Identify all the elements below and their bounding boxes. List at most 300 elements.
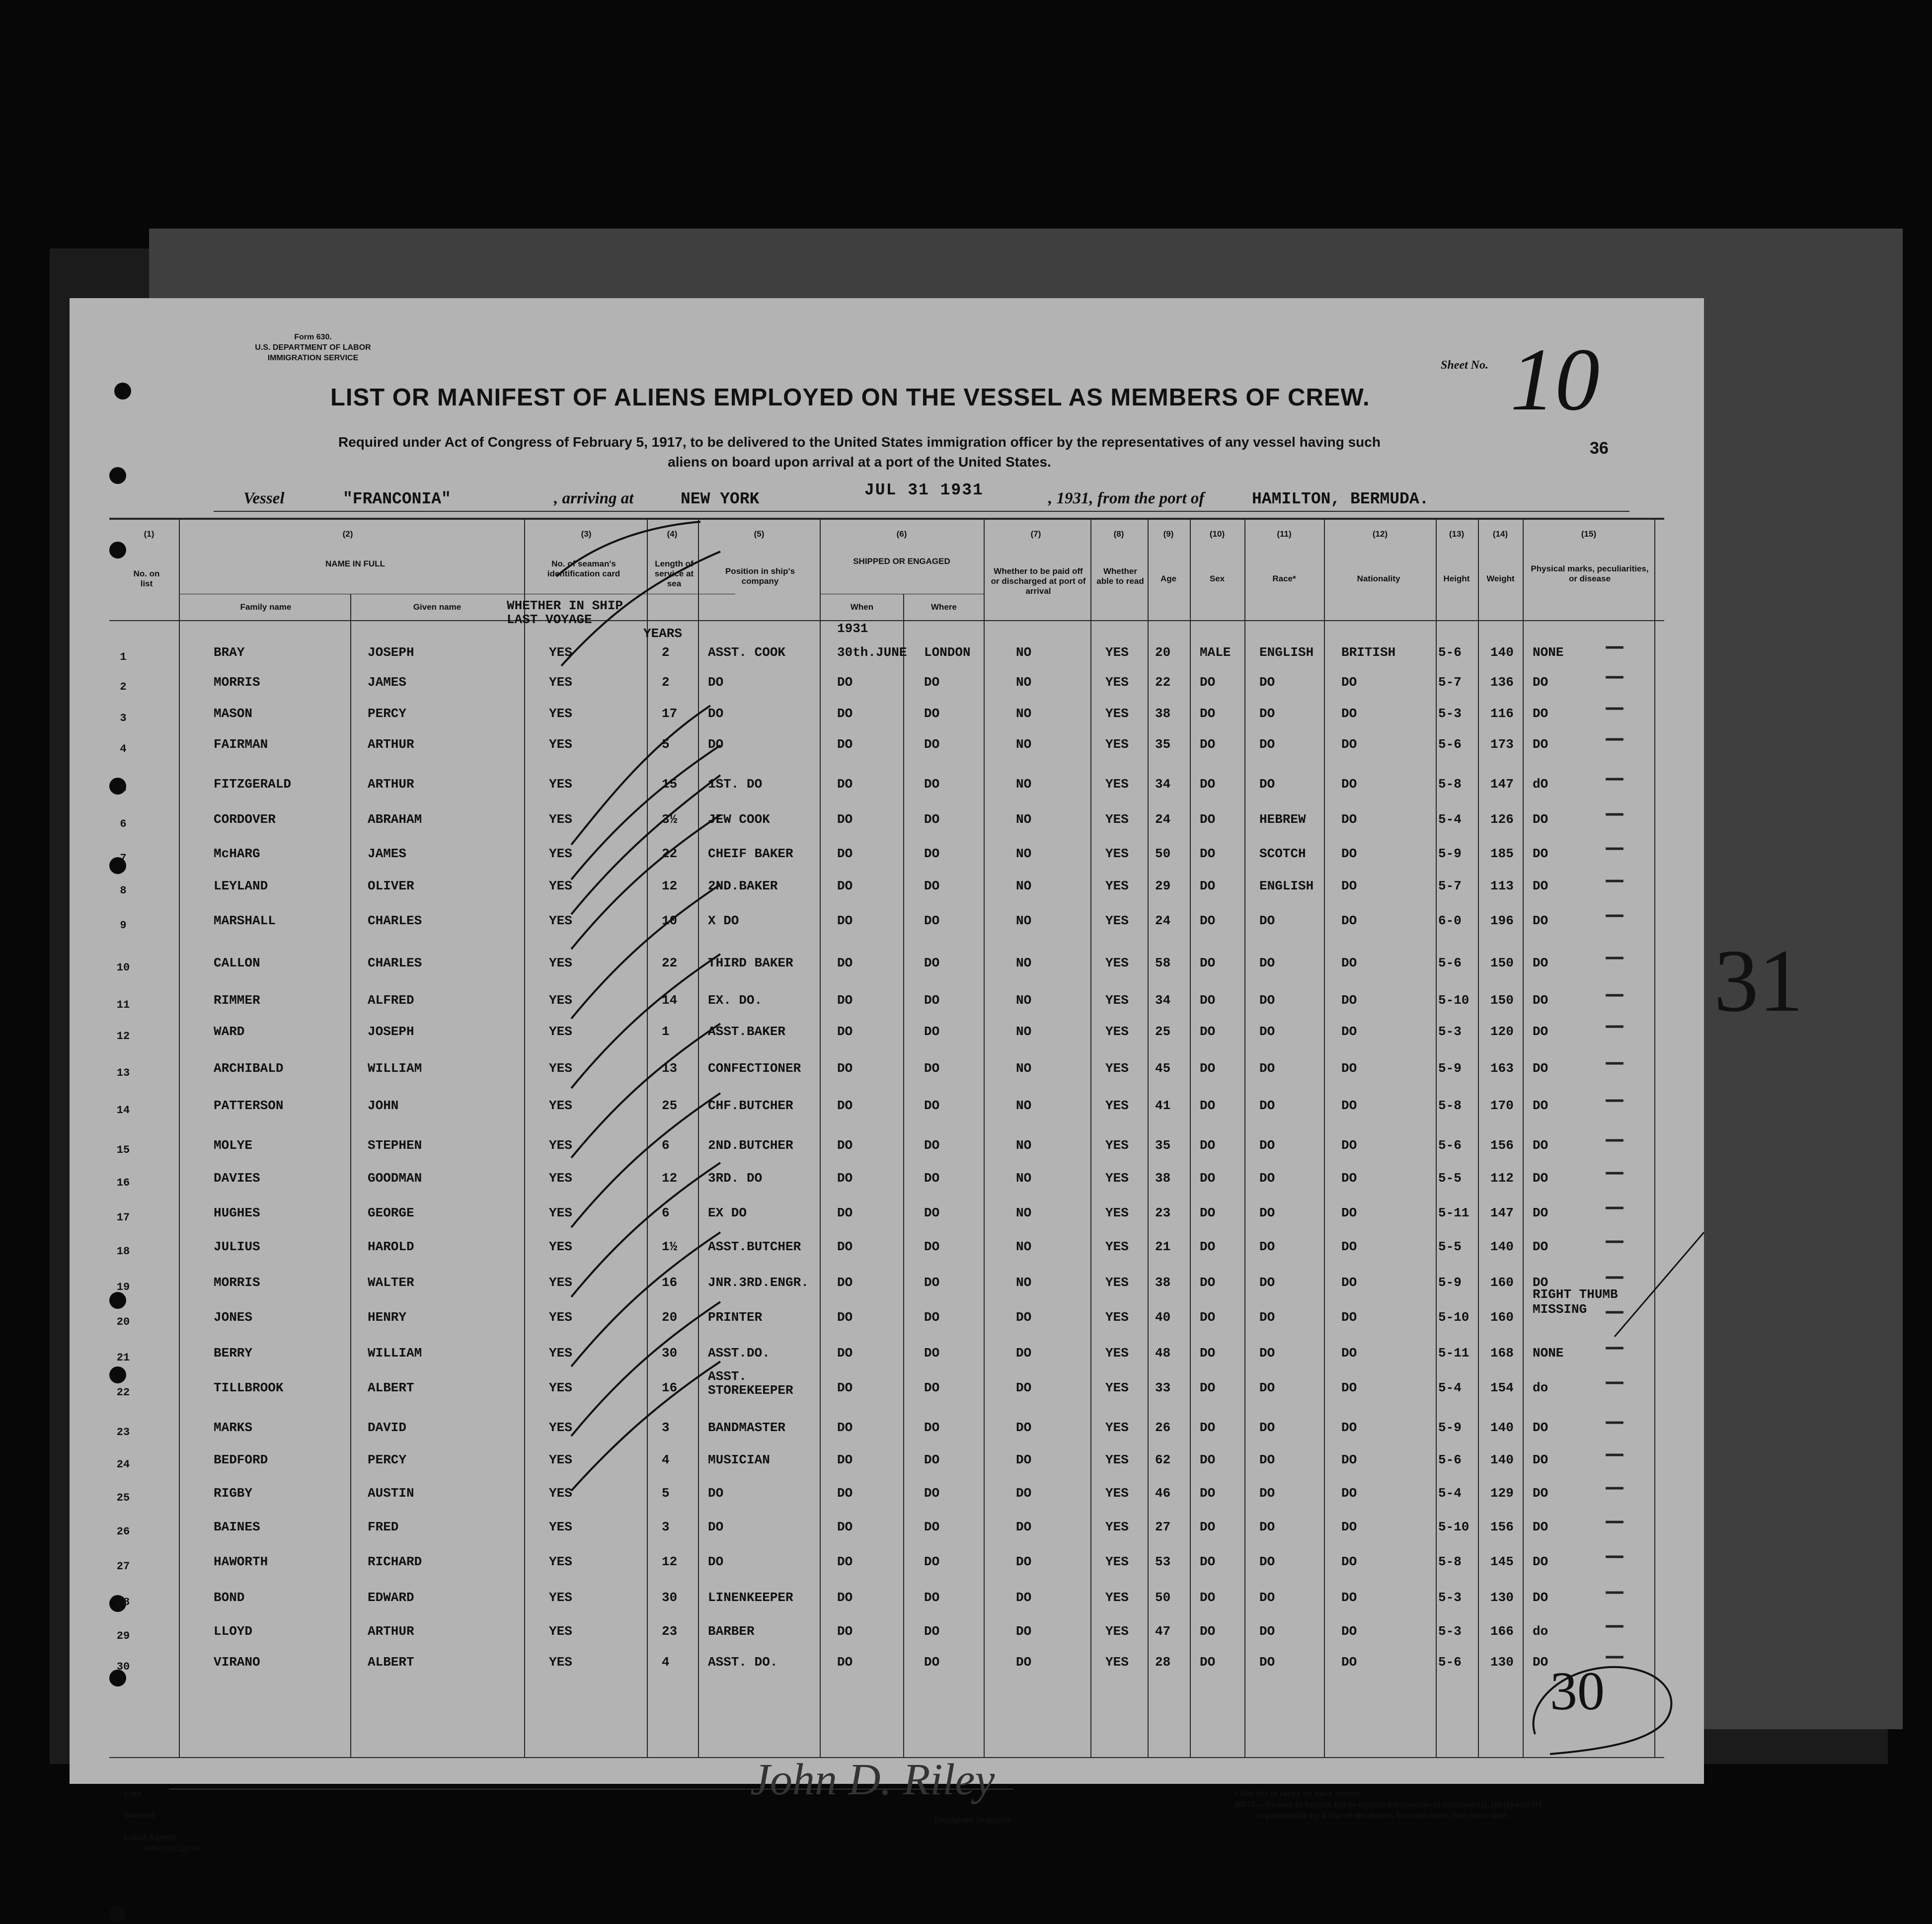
able-to-read: YES	[1105, 913, 1129, 928]
seaman-card: YES	[549, 1486, 572, 1501]
col-header-physical: Physical marks, peculiarities, or disease	[1531, 564, 1649, 583]
nationality: DO	[1341, 706, 1357, 721]
height: 5-9	[1438, 1061, 1462, 1076]
age: 35	[1155, 737, 1171, 752]
height: 5-7	[1438, 675, 1462, 690]
physical-marks: do	[1533, 1624, 1548, 1639]
table-row	[70, 1129, 1704, 1162]
sex: DO	[1200, 1520, 1216, 1534]
nationality: DO	[1341, 1239, 1357, 1254]
position: DO	[708, 675, 724, 690]
paid-off: NO	[1016, 1098, 1032, 1113]
family-name: FITZGERALD	[214, 777, 292, 792]
nationality: DO	[1341, 956, 1357, 970]
row-number: 21	[116, 1352, 130, 1364]
tick-mark-icon: —	[1605, 665, 1624, 688]
manifest-title: LIST OR MANIFEST OF ALIENS EMPLOYED ON THE VESSEL AS MEMBERS OF CREW.	[330, 384, 1370, 411]
race: DO	[1259, 1590, 1275, 1605]
age: 26	[1155, 1420, 1171, 1435]
col-header-sex: Sex	[1209, 574, 1225, 583]
family-name: MOLYE	[214, 1138, 253, 1153]
given-name: ARTHUR	[368, 777, 414, 792]
age: 34	[1155, 993, 1171, 1008]
sex: DO	[1200, 846, 1216, 861]
side-mark: 31	[1714, 931, 1803, 1030]
able-to-read: YES	[1105, 1138, 1129, 1153]
nationality: DO	[1341, 846, 1357, 861]
race-note: * See list of races on back hereof.	[1235, 1790, 1362, 1798]
physical-marks: DO	[1533, 1554, 1548, 1569]
position: LINENKEEPER	[708, 1590, 793, 1605]
nationality: DO	[1341, 1138, 1357, 1153]
height: 5-8	[1438, 1098, 1462, 1113]
position: CONFECTIONER	[708, 1061, 801, 1076]
service-length: 15	[662, 777, 678, 792]
seaman-card: YES	[549, 1452, 572, 1467]
year-from-label: , 1931, from the port of	[1048, 489, 1205, 507]
weight: 170	[1490, 1098, 1514, 1113]
position: 3RD. DO	[708, 1171, 763, 1186]
row-number: 20	[116, 1316, 130, 1328]
family-name: PATTERSON	[214, 1098, 284, 1113]
family-name: FAIRMAN	[214, 737, 268, 752]
able-to-read: YES	[1105, 1171, 1129, 1186]
weight: 163	[1490, 1061, 1514, 1076]
subtitle-line-2: aliens on board upon arrival at a port of the United States.	[668, 454, 1051, 470]
nationality: DO	[1341, 1098, 1357, 1113]
height: 5-11	[1438, 1205, 1469, 1220]
seaman-card: YES	[549, 1554, 572, 1569]
row-number: 8	[120, 884, 127, 897]
paid-off: NO	[1016, 737, 1032, 752]
service-length: 5	[662, 1486, 670, 1501]
age: 23	[1155, 1205, 1171, 1220]
tick-mark-icon: —	[1605, 903, 1624, 926]
table-row	[70, 1337, 1704, 1369]
family-name: VIRANO	[214, 1655, 260, 1670]
weight: 140	[1490, 1452, 1514, 1467]
col-header-family: Family name	[240, 602, 292, 612]
paid-off: DO	[1016, 1554, 1032, 1569]
sheet-label: Sheet No.	[1441, 359, 1488, 372]
paid-off: NO	[1016, 1061, 1032, 1076]
family-name: LLOYD	[214, 1624, 253, 1639]
row-number: 3	[120, 712, 127, 724]
paid-off: DO	[1016, 1590, 1032, 1605]
nationality: DO	[1341, 913, 1357, 928]
tick-mark-icon: —	[1605, 1265, 1624, 1288]
seaman-card: YES	[549, 1346, 572, 1361]
family-name: LEYLAND	[214, 879, 268, 893]
tick-mark-icon: —	[1605, 1196, 1624, 1218]
tick-mark-icon: —	[1605, 635, 1624, 658]
weight: 160	[1490, 1275, 1514, 1290]
seaman-card: YES	[549, 1380, 572, 1395]
height: 5-8	[1438, 1554, 1462, 1569]
seaman-card: YES	[549, 737, 572, 752]
age: 21	[1155, 1239, 1171, 1254]
race: DO	[1259, 1624, 1275, 1639]
col-header-name: NAME IN FULL	[325, 559, 385, 568]
given-name: EDWARD	[368, 1590, 414, 1605]
given-name: AUSTIN	[368, 1486, 414, 1501]
height: 5-10	[1438, 993, 1469, 1008]
paid-off: DO	[1016, 1452, 1032, 1467]
race: HEBREW	[1259, 812, 1306, 827]
seaman-card: YES	[549, 846, 572, 861]
shipped-where: DO	[924, 1520, 940, 1534]
family-name: RIGBY	[214, 1486, 253, 1501]
family-name: BOND	[214, 1590, 245, 1605]
age: 38	[1155, 1275, 1171, 1290]
able-to-read: YES	[1105, 645, 1129, 660]
paid-off: DO	[1016, 1346, 1032, 1361]
agents-label: Local Agents	[124, 1833, 177, 1842]
nationality: DO	[1341, 1624, 1357, 1639]
position: BARBER	[708, 1624, 755, 1639]
age: 28	[1155, 1655, 1171, 1670]
seaman-card: YES	[549, 1420, 572, 1435]
physical-marks: NONE	[1533, 645, 1564, 660]
table-row	[70, 1511, 1704, 1543]
weight: 150	[1490, 993, 1514, 1008]
age: 50	[1155, 1590, 1171, 1605]
note-line-1: NOTE.—Failure to furnish full or correct information in columns (2), (5) (6) and (7)	[1235, 1801, 1542, 1809]
shipped-when: DO	[837, 1624, 853, 1639]
nationality: DO	[1341, 993, 1357, 1008]
col-header-read: Whether able to read	[1096, 566, 1144, 586]
given-name: CHARLES	[368, 913, 422, 928]
table-row	[70, 1443, 1704, 1476]
position: PRINTER	[708, 1310, 763, 1325]
row-number: 27	[116, 1560, 130, 1573]
row-number: 22	[116, 1386, 130, 1399]
shipped-where: DO	[924, 1380, 940, 1395]
seaman-card: YES	[549, 777, 572, 792]
shipped-where: DO	[924, 956, 940, 970]
age: 46	[1155, 1486, 1171, 1501]
shipped-when: DO	[837, 1554, 853, 1569]
age: 24	[1155, 812, 1171, 827]
able-to-read: YES	[1105, 706, 1129, 721]
weight: 173	[1490, 737, 1514, 752]
row-number: 12	[116, 1030, 130, 1042]
vessel-label: Vessel	[243, 489, 285, 507]
race: DO	[1259, 1275, 1275, 1290]
height: 5-6	[1438, 645, 1462, 660]
age: 47	[1155, 1624, 1171, 1639]
service-length: 17	[662, 706, 678, 721]
nationality: DO	[1341, 1420, 1357, 1435]
service-length: 30	[662, 1590, 678, 1605]
tick-mark-icon: —	[1605, 1510, 1624, 1532]
seaman-card: YES	[549, 1024, 572, 1039]
shipped-when: DO	[837, 1520, 853, 1534]
service-length: 12	[662, 879, 678, 893]
shipped-where: DO	[924, 993, 940, 1008]
height: 5-11	[1438, 1346, 1469, 1361]
table-row	[70, 837, 1704, 870]
position: 1ST. DO	[708, 777, 763, 792]
overtype-last-voyage: WHETHER IN SHIP LAST VOYAGE	[507, 598, 623, 627]
given-name: JAMES	[368, 675, 407, 690]
height: 5-6	[1438, 1138, 1462, 1153]
line-label: Line	[124, 1789, 142, 1798]
race: DO	[1259, 1520, 1275, 1534]
weight: 120	[1490, 1024, 1514, 1039]
table-row	[70, 768, 1704, 801]
able-to-read: YES	[1105, 1024, 1129, 1039]
sex: DO	[1200, 913, 1216, 928]
height: 5-10	[1438, 1310, 1469, 1325]
race: DO	[1259, 993, 1275, 1008]
position: ASST.BUTCHER	[708, 1239, 801, 1254]
position: ASST.DO.	[708, 1346, 770, 1361]
race: DO	[1259, 1061, 1275, 1076]
able-to-read: YES	[1105, 737, 1129, 752]
given-name: HENRY	[368, 1310, 407, 1325]
paid-off: NO	[1016, 645, 1032, 660]
col-header-where: Where	[931, 602, 957, 612]
position: ASST.BAKER	[708, 1024, 786, 1039]
shipped-when: DO	[837, 1590, 853, 1605]
col-num-11: (11)	[1277, 529, 1292, 539]
seaman-card: YES	[549, 1310, 572, 1325]
height: 5-5	[1438, 1171, 1462, 1186]
position: 2ND.BUTCHER	[708, 1138, 793, 1153]
service-length: 3	[662, 1520, 670, 1534]
sex: DO	[1200, 1205, 1216, 1220]
physical-marks: DO	[1533, 879, 1548, 893]
height: 5-5	[1438, 1239, 1462, 1254]
row-number: 30	[116, 1661, 130, 1673]
col-num-14: (14)	[1492, 529, 1508, 539]
paid-off: NO	[1016, 1024, 1032, 1039]
family-name: HAWORTH	[214, 1554, 268, 1569]
nationality: DO	[1341, 812, 1357, 827]
position: ASST. STOREKEEPER	[708, 1369, 793, 1398]
paid-off: NO	[1016, 1171, 1032, 1186]
age: 27	[1155, 1520, 1171, 1534]
race: DO	[1259, 1380, 1275, 1395]
paid-off: DO	[1016, 1420, 1032, 1435]
race: DO	[1259, 1486, 1275, 1501]
service-length: 4	[662, 1452, 670, 1467]
col-num-5: (5)	[754, 529, 765, 539]
given-name: ABRAHAM	[368, 812, 422, 827]
service-length: 23	[662, 1624, 678, 1639]
shipped-where: DO	[924, 675, 940, 690]
position: DO	[708, 1520, 724, 1534]
table-row	[70, 1615, 1704, 1648]
age: 50	[1155, 846, 1171, 861]
age: 38	[1155, 706, 1171, 721]
weight: 140	[1490, 645, 1514, 660]
race: DO	[1259, 737, 1275, 752]
from-port: HAMILTON, BERMUDA.	[1252, 490, 1429, 508]
physical-marks: DO	[1533, 1452, 1548, 1467]
height: 5-4	[1438, 812, 1462, 827]
family-name: BAINES	[214, 1520, 260, 1534]
row-number: 16	[116, 1177, 130, 1189]
sex: DO	[1200, 1624, 1216, 1639]
col-header-weight: Weight	[1486, 574, 1515, 583]
col-num-4: (4)	[667, 529, 678, 539]
position: THIRD BAKER	[708, 956, 793, 970]
weight: 136	[1490, 675, 1514, 690]
row-number: 28	[116, 1596, 130, 1608]
weight: 185	[1490, 846, 1514, 861]
shipped-where: DO	[924, 1171, 940, 1186]
physical-marks: DO	[1533, 812, 1548, 827]
check-slash-icon	[1605, 1227, 1709, 1347]
race: DO	[1259, 1239, 1275, 1254]
nationality: DO	[1341, 1380, 1357, 1395]
shipped-when: DO	[837, 1061, 853, 1076]
sex: DO	[1200, 1452, 1216, 1467]
height: 5-9	[1438, 846, 1462, 861]
tick-mark-icon: —	[1605, 983, 1624, 1006]
position: 2ND.BAKER	[708, 879, 778, 893]
physical-marks: DO	[1533, 675, 1548, 690]
physical-marks: DO	[1533, 1486, 1548, 1501]
shipped-where: DO	[924, 777, 940, 792]
sex: DO	[1200, 993, 1216, 1008]
weight: 116	[1490, 706, 1514, 721]
physical-marks: DO	[1533, 706, 1548, 721]
position: DO	[708, 1554, 724, 1569]
sex: DO	[1200, 1655, 1216, 1670]
able-to-read: YES	[1105, 1554, 1129, 1569]
weight: 196	[1490, 913, 1514, 928]
physical-marks: DO	[1533, 737, 1548, 752]
height: 5-6	[1438, 1655, 1462, 1670]
seaman-card: YES	[549, 1239, 572, 1254]
given-name: PERCY	[368, 706, 407, 721]
race: ENGLISH	[1259, 879, 1314, 893]
tick-mark-icon: —	[1605, 1088, 1624, 1111]
service: IMMIGRATION SERVICE	[267, 354, 359, 362]
given-name: JAMES	[368, 846, 407, 861]
table-row	[70, 1015, 1704, 1048]
row-number: 6	[120, 818, 127, 830]
shipped-when: 30th.JUNE	[837, 645, 907, 660]
inspector-signature: John D. Riley	[750, 1755, 995, 1804]
height: 5-6	[1438, 956, 1462, 970]
able-to-read: YES	[1105, 1520, 1129, 1534]
tick-mark-icon: —	[1605, 1443, 1624, 1465]
age: 40	[1155, 1310, 1171, 1325]
service-length: 10	[662, 913, 678, 928]
shipped-when: DO	[837, 706, 853, 721]
table-row	[70, 1089, 1704, 1122]
paid-off: NO	[1016, 675, 1032, 690]
shipped-when: DO	[837, 1205, 853, 1220]
position: MUSICIAN	[708, 1452, 770, 1467]
shipped-when: DO	[837, 846, 853, 861]
shipped-where: DO	[924, 1486, 940, 1501]
inspector-label: Immigrant Inspector.	[934, 1815, 1013, 1825]
shipped-when: DO	[837, 1098, 853, 1113]
given-name: ARTHUR	[368, 737, 414, 752]
sheet-number: 10	[1510, 330, 1600, 429]
table-row	[70, 1411, 1704, 1444]
paid-off: DO	[1016, 1486, 1032, 1501]
col-num-8: (8)	[1113, 529, 1124, 539]
row-number: 2	[120, 681, 127, 693]
shipped-where: DO	[924, 1655, 940, 1670]
service-length: 13	[662, 1061, 678, 1076]
paid-off: NO	[1016, 879, 1032, 893]
shipped-when: DO	[837, 1486, 853, 1501]
able-to-read: YES	[1105, 1452, 1129, 1467]
row-number: 7	[120, 852, 127, 865]
row-number: 5	[120, 783, 127, 795]
col-num-1: (1)	[144, 529, 155, 539]
race: DO	[1259, 1420, 1275, 1435]
shipped-where: DO	[924, 737, 940, 752]
weight: 150	[1490, 956, 1514, 970]
sex: DO	[1200, 1098, 1216, 1113]
table-row	[70, 1052, 1704, 1085]
paid-off: NO	[1016, 1138, 1032, 1153]
shipped-where: DO	[924, 1275, 940, 1290]
table-row	[70, 728, 1704, 761]
service-length: 16	[662, 1380, 678, 1395]
physical-marks: NONE	[1533, 1346, 1564, 1361]
tick-mark-icon: —	[1605, 1370, 1624, 1393]
race: DO	[1259, 1554, 1275, 1569]
shipped-when: DO	[837, 1452, 853, 1467]
race: DO	[1259, 706, 1275, 721]
service-length: 2	[662, 675, 670, 690]
age: 45	[1155, 1061, 1171, 1076]
family-name: ARCHIBALD	[214, 1061, 284, 1076]
age: 24	[1155, 913, 1171, 928]
tick-mark-icon: —	[1605, 767, 1624, 790]
given-name: ALFRED	[368, 993, 414, 1008]
tick-mark-icon: —	[1605, 1128, 1624, 1151]
weight: 145	[1490, 1554, 1514, 1569]
shipped-when: DO	[837, 737, 853, 752]
family-name: MASON	[214, 706, 253, 721]
seaman-card: YES	[549, 1098, 572, 1113]
binder-hole	[114, 383, 131, 400]
shipped-when: DO	[837, 1346, 853, 1361]
seaman-card: YES	[549, 1205, 572, 1220]
race: SCOTCH	[1259, 846, 1306, 861]
col-header-nationality: Nationality	[1357, 574, 1400, 583]
page-number: 36	[1590, 439, 1609, 458]
sex: DO	[1200, 1310, 1216, 1325]
col-num-10: (10)	[1209, 529, 1225, 539]
age: 22	[1155, 675, 1171, 690]
service-length: 12	[662, 1554, 678, 1569]
manifest-page	[70, 298, 1803, 1852]
weight: 126	[1490, 812, 1514, 827]
table-header-border	[109, 620, 1664, 621]
sex: DO	[1200, 1554, 1216, 1569]
able-to-read: YES	[1105, 1346, 1129, 1361]
nationality: DO	[1341, 1486, 1357, 1501]
note-line-2: is punishable by a fine of ten dollars for each alien. See other side.	[1257, 1812, 1509, 1820]
tick-mark-icon: —	[1605, 1476, 1624, 1499]
weight: 140	[1490, 1420, 1514, 1435]
sex: DO	[1200, 1346, 1216, 1361]
col-num-7: (7)	[1030, 529, 1041, 539]
sex: DO	[1200, 1486, 1216, 1501]
age: 62	[1155, 1452, 1171, 1467]
